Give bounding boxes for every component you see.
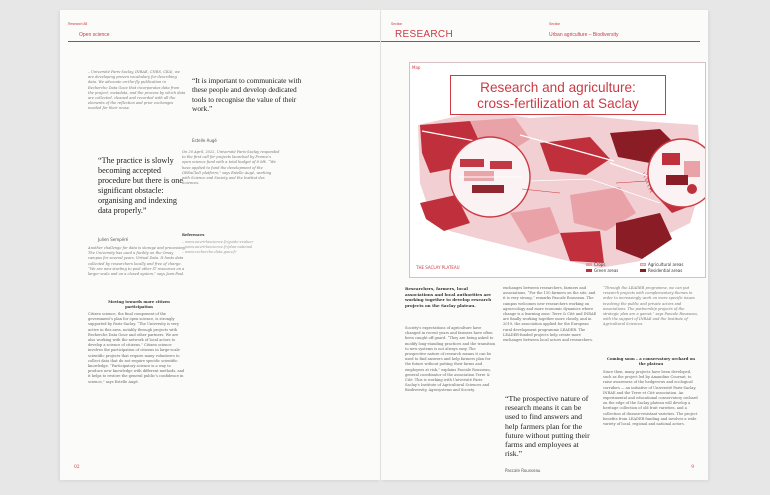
legend-label: Agricultural areas <box>648 262 684 267</box>
pull-quote-3: “The prospective nature of research means it can be used to find answers and help farmers plan for the future without putting their farms and employees at risk.” <box>505 394 590 459</box>
intro-text: – Université Paris-Saclay, INRAE, CNRS, CEA), we are developing proven vocabulary for describing data. We advocate on-the-fly publication in Recherche Data Gouv that incorporates data from the project, metadata, and the process by which data are collected, cleaned and recorded with all the elements of the reflection and prior exchanges needed for their reuse. <box>88 70 186 111</box>
pull-quote-1-author: Julien Sempéré <box>98 237 129 242</box>
lead-paragraph: Researchers, farmers, local associations and local authorities are working together to develop research projects on the Saclay plateau. <box>405 286 492 308</box>
middle-text: On 20 April, 2022, Université Paris-Saclay responded to the first call for projects launched by France's open science fund with a total budget of 8 M€. “We have applied to fund the development of the ORSaCleD platform,” says Estelle Augé, working with Science and Society and the Institut des Sciences. <box>182 150 280 186</box>
article-column-2: exchanges between researchers, farmers and associations. “For the 150 farmers on the site, and it is very strong,” remarks Pascale Rousseau. The campus welcomes new researchers working on agroecology and more economic dynamics where change is a learning zone. Terre & Cité and INRAE are finally working together more closely, and in 2019, the association applied for the European rural development programme LEADER. The LEADER-funded projects help create more exchanges between local actors and researchers. <box>503 286 597 343</box>
headline-line-1: Research and agriculture: <box>480 80 636 95</box>
references-list: – www.ouvrirlascience.fr/guide-evaluer – www.ouvrirlascience.fr/plan-national – www.recherche.data.gouv.fr <box>182 240 254 255</box>
map-caption: THE SACLAY PLATEAU <box>416 265 460 270</box>
right-page-number: 9 <box>691 465 694 470</box>
headline-line-2: cross-fertilization at Saclay <box>477 96 639 111</box>
left-subhead: Moving towards more citizen participation <box>108 299 170 310</box>
map-frame <box>409 62 706 278</box>
legend-label: Crops <box>594 262 606 267</box>
research-title: RESEARCH <box>395 29 453 40</box>
orchard-subhead: Coming soon – a conservatory orchard on the plateau <box>607 356 696 367</box>
right-page <box>381 10 708 480</box>
article-column-1: Society's expectations of agriculture have changed in recent years and farmers have often been caught off guard. “They are being asked to modify long-standing practices and the transition to new systems is not always easy. The prospective nature of research means it can be used to find answers and help farmers plan for the future without putting their farms and employees at risk,” explains Pascale Rousseau, general coordinator of the association Terre & Cité. This is working with Université Paris-Saclay's Institute of Agricultural Sciences and Biodiversity, Agrosystems and Society. <box>405 326 496 393</box>
article-column-3b: Since then, many projects have been developed, such as the project led by Amandine Cournut, to raise awareness of the hedgerows and ecological corridors — an initiative of Université Paris-Saclay, INRAE and the Terre et Cité association. An experimental and educational conservatory orchard on the edge of the Saclay plateau will develop a heritage collection of old fruit varieties, and a collection of disease-resistant varieties. The project benefits from LEADER funding and involves a wide variety of local, regional and national actors. <box>603 370 698 427</box>
section-title: Open science <box>79 32 110 38</box>
legend-swatch-agricultural <box>640 263 646 266</box>
section-number: Research 88 <box>68 22 88 26</box>
header-rule <box>68 41 380 42</box>
map-tab-label: Map <box>412 65 421 70</box>
left-body-1: Another challenge for data is storage and processing. The University has used a facility on the Orsay campus for several years. Virtual Data. It hosts data collected by researchers locally and free of charge. “We are now starting to pool other IT resources on a larger scale and on a closed system,” says Jean-Paul. <box>88 246 186 277</box>
pull-quote-2-author: Estelle Augé <box>192 138 217 143</box>
map-legend <box>586 262 700 276</box>
headline-box <box>450 75 666 115</box>
references-label: References <box>182 233 205 237</box>
legend-swatch-green-areas <box>586 269 592 272</box>
pull-quote-1: “The practice is slowly becoming accepted procedure but there is one significant obstacle: organising and indexing data properly.” <box>98 156 184 215</box>
pull-quote-3-author: Pascale Rousseau <box>505 468 541 473</box>
right-subsection-tag: Section <box>549 22 561 26</box>
header-rule-right <box>381 41 700 42</box>
article-column-3: “Through the LEADER programme, we can put research projects with complementary themes in order to increasingly work on more specific issues involving the public and private actors and associations. The partnership projects of the strategic plan are a gamut,” says Pascale Rousseau, with the support of INRAE and the Institute of Agricultural Sciences. <box>603 286 698 327</box>
subsection-title: Urban agriculture – Biodiversity <box>549 32 619 38</box>
left-page <box>60 10 380 480</box>
legend-swatch-residential <box>640 269 646 272</box>
legend-label: Green areas <box>594 268 619 273</box>
right-section-label: Section <box>391 22 403 26</box>
pull-quote-2: “It is important to communicate with these people and develop dedicated tools to recognise the value of their work.” <box>192 76 302 113</box>
legend-swatch-crops <box>586 263 592 266</box>
legend-label: Residential areas <box>648 268 683 273</box>
left-page-number: 02 <box>74 465 80 470</box>
left-body-2: Citizen science, the final component of the government’s plan for open science, is strongly supported by Paris-Saclay. “The University is very active in this area, notably through projects with Recherche Data Gouv and other partners. We are also working with the network of local actors to develop a science of citizens.” Citizen science involves the participation of citizens in large-scale scientific projects that require many volunteers to collect data that do not require specific scientific knowledge. “Participatory science is a way to produce new knowledge with different methods, and it helps to restore the general public’s confidence in science,” says Estelle Augé. <box>88 312 185 384</box>
